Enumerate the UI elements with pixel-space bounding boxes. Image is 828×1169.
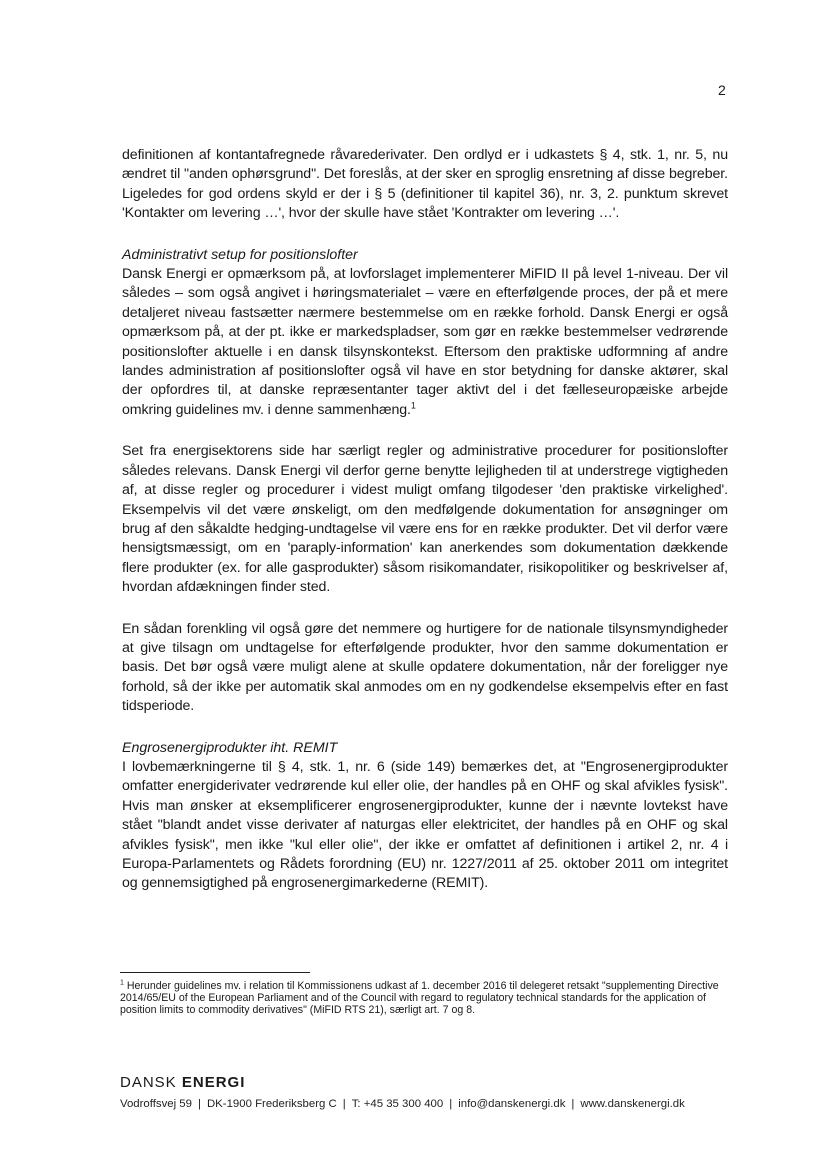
- footnote: [120, 980, 720, 1017]
- footer-phone: T: +45 35 300 400: [351, 1098, 444, 1110]
- paragraph-remit: I lovbemærkningerne til § 4, stk. 1, nr. 6 (side 149) bemærkes det, at "Engrosenergiprodukter omfatter energiderivater vedrørende kul eller olie, der handles på en OHF og skal afvikles fysisk". Hvis man ønsker at eksemplificerer engrosenergiprodukter, kunne der i nævnte lovtekst have stået "blandt andet visse derivater af naturgas eller elektricitet, der handles på en OHF og skal afvikles fysisk", men ikke "kul eller olie", der ikke er omfattet af definitionen i artikel 2, nr. 4 i Europa-Parlamentets og Rådets forordning (EU) nr. 1227/2011 af 25. oktober 2011 om integritet og gennemsigtighed på engrosenergimarkederne (REMIT).: [122, 758, 728, 892]
- paragraph-mifid-text: Dansk Energi er opmærksom på, at lovforslaget implementerer MiFID II på level 1-niveau. Der vil således – som også angivet i høringsmaterialet – være en efterfølgende proces, der på et mere detaljeret niveau fastsætter nærmere bestemmelse om en række forhold. Dansk Energi er også opmærksom på, at der pt. ikke er markedspladser, som gør en række bestemmelser vedrørende positionslofter aktuelle i en dansk tilsynskontekst. Eftersom den praktiske udformning af andre landes administration af positionslofter også vil have en stor betydning for danske aktører, skal der opfordres til, at danske repræsentanter tager aktivt del i det fælleseuropæiske arbejde omkring guidelines mv. i denne sammenhæng.: [122, 266, 728, 418]
- paragraph-mifid: [122, 265, 728, 420]
- footnote-reference[interactable]: 1: [410, 400, 416, 411]
- logo-word-dansk: DANSK: [120, 1074, 177, 1091]
- paragraph-forenkling: En sådan forenkling vil også gøre det nemmere og hurtigere for de nationale tilsynsmyndigheder at give tilsagn om undtagelse for efterfølgende produkter, hvor den samme dokumentation er basis. Det bør også være muligt alene at skulle opdatere dokumentation, når der foreligger nye forhold, så der ikke per automatik skal anmodes om en ny godkendelse eksempelvis efter en fast tidsperiode.: [122, 620, 728, 715]
- document-body: [122, 146, 728, 916]
- footer-separator: |: [342, 1098, 346, 1110]
- logo-word-energi: ENERGI: [181, 1074, 246, 1091]
- footer-postal: DK-1900 Frederiksberg C: [206, 1098, 337, 1110]
- page-number: 2: [718, 82, 726, 98]
- footer-separator: |: [571, 1098, 575, 1110]
- footer-separator: |: [197, 1098, 201, 1110]
- footer-contact: [120, 1098, 685, 1110]
- footer-address: Vodroffsvej 59: [120, 1098, 192, 1110]
- section-heading-remit: Engrosenergiprodukter iht. REMIT: [122, 739, 338, 756]
- footnote-text: Herunder guidelines mv. i relation til Kommissionens udkast af 1. december 2016 til delegeret retsakt "supplementing Directive 2014/65/EU of the European Parliament and of the Council with regard to regulatory technical standards for the application of position limits to commodity derivatives" (MiFID RTS 21), særligt art. 7 og 8.: [120, 980, 719, 1017]
- footnote-divider: [120, 972, 310, 973]
- paragraph-definitions: definitionen af kontantafregnede råvarederivater. Den ordlyd er i udkastets § 4, stk. 1, nr. 5, nu ændret til "anden ophørsgrund". Det foreslås, at der sker en sproglig ensretning af disse begreber. Ligeledes for god ordens skyld er der i § 5 (definitioner til kapitel 36), nr. 3, 2. punktum skrevet 'Kontakter om levering …', hvor der skulle have stået 'Kontrakter om levering …'.: [122, 147, 728, 222]
- section-heading-positionslofter: Administrativt setup for positionslofter: [122, 246, 358, 263]
- footer-website[interactable]: www.danskenergi.dk: [580, 1098, 685, 1110]
- footnote-marker: 1: [120, 979, 124, 987]
- company-logo: [120, 1074, 245, 1091]
- footer-email[interactable]: info@danskenergi.dk: [458, 1098, 566, 1110]
- footer-separator: |: [449, 1098, 453, 1110]
- paragraph-energisektor: Set fra energisektorens side har særligt regler og administrative procedurer for positionslofter således relevans. Dansk Energi vil derfor gerne benytte lejligheden til at understrege vigtigheden af, at disse regler og procedurer i videst muligt omfang tilgodeser 'den praktiske virkelighed'. Eksempelvis vil det være ønskeligt, om den medfølgende dokumentation for ansøgninger om brug af den såkaldte hedging-undtagelse vil være ens for en række produkter. Det vil derfor være hensigtsmæssigt, om en 'paraply-information' kan anerkendes som dokumentation dækkende flere produkter (ex. for alle gasprodukter) såsom risikomandater, risikopolitiker og beskrivelser af, hvordan afdækningen finder sted.: [122, 443, 728, 596]
